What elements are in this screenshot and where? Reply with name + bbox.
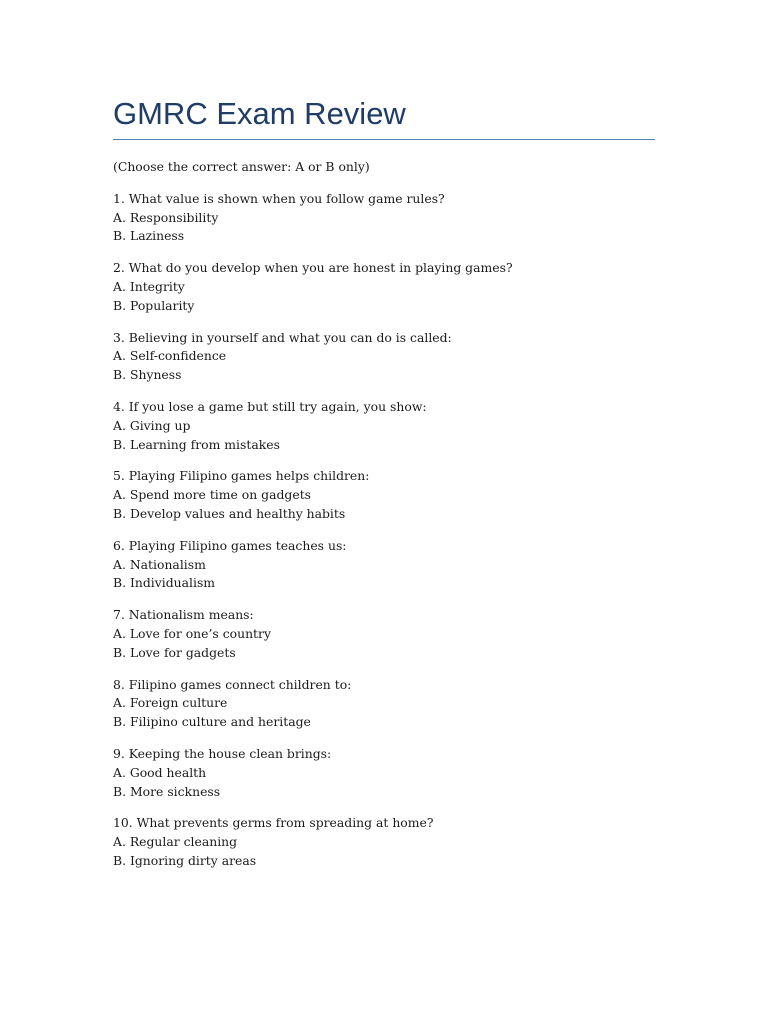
question-5	[113, 467, 655, 523]
document-title: GMRC Exam Review	[113, 96, 406, 131]
question-4	[113, 398, 655, 454]
title-divider	[113, 139, 655, 140]
question-10	[113, 814, 655, 870]
question-text: 1. What value is shown when you follow game rules?	[113, 190, 445, 206]
question-text: 5. Playing Filipino games helps children:	[113, 468, 370, 484]
option-b: B. Laziness	[113, 228, 185, 244]
option-b: B. More sickness	[113, 783, 221, 799]
option-b: B. Popularity	[113, 297, 195, 313]
question-text: 7. Nationalism means:	[113, 607, 254, 623]
option-b: B. Ignoring dirty areas	[113, 852, 257, 868]
option-b: B. Learning from mistakes	[113, 436, 280, 452]
option-a: A. Good health	[113, 764, 207, 780]
option-b: B. Love for gadgets	[113, 644, 236, 660]
option-a: A. Nationalism	[113, 556, 206, 572]
instruction-text: (Choose the correct answer: A or B only)	[113, 159, 370, 174]
question-1	[113, 190, 655, 246]
option-b: B. Filipino culture and heritage	[113, 714, 311, 730]
option-a: A. Integrity	[113, 278, 185, 294]
question-2	[113, 259, 655, 315]
question-text: 3. Believing in yourself and what you can do is called:	[113, 329, 452, 345]
question-text: 10. What prevents germs from spreading at home?	[113, 815, 434, 831]
option-a: A. Regular cleaning	[113, 834, 238, 850]
option-b: B. Individualism	[113, 575, 216, 591]
option-b: B. Shyness	[113, 367, 182, 383]
question-7	[113, 606, 655, 662]
option-a: A. Giving up	[113, 417, 191, 433]
option-a: A. Spend more time on gadgets	[113, 487, 312, 503]
question-text: 4. If you lose a game but still try again, you show:	[113, 398, 427, 414]
option-a: A. Responsibility	[113, 209, 219, 225]
question-9	[113, 745, 655, 801]
question-8	[113, 676, 655, 732]
question-6	[113, 537, 655, 593]
option-a: A. Love for one’s country	[113, 625, 271, 641]
option-b: B. Develop values and healthy habits	[113, 505, 346, 521]
question-text: 8. Filipino games connect children to:	[113, 676, 352, 692]
question-3	[113, 329, 655, 385]
option-a: A. Self-confidence	[113, 348, 227, 364]
question-text: 2. What do you develop when you are honest in playing games?	[113, 260, 513, 276]
document-page	[113, 94, 655, 871]
question-text: 9. Keeping the house clean brings:	[113, 745, 332, 761]
option-a: A. Foreign culture	[113, 695, 228, 711]
question-text: 6. Playing Filipino games teaches us:	[113, 537, 347, 553]
